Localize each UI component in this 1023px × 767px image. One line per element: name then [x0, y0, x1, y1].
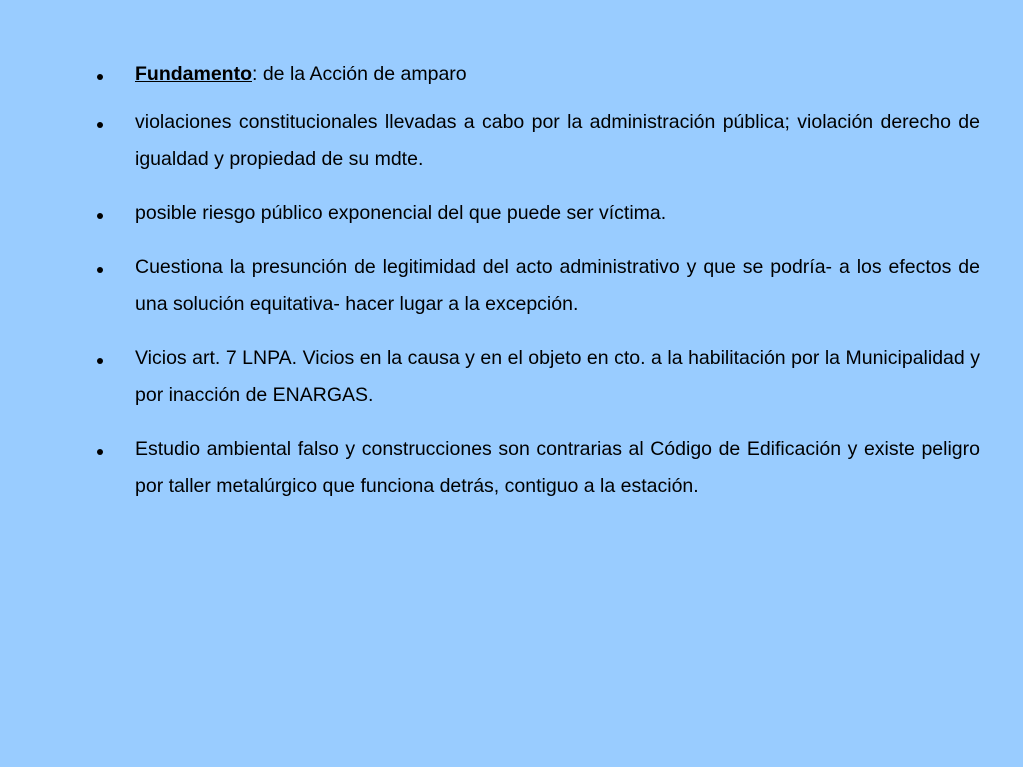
- bullet-dot-icon: [97, 122, 103, 128]
- bullet-item-vicios: [97, 340, 980, 414]
- bullet-item-estudio-ambiental: [97, 431, 980, 505]
- bullet-text: posible riesgo público exponencial del que puede ser víctima.: [135, 202, 667, 224]
- bullet-text: violaciones constitucionales llevadas a cabo por la administración pública; violación derecho de igualdad y propiedad de su mdte.: [135, 111, 980, 170]
- bullet-text: Cuestiona la presunción de legitimidad del acto administrativo y que se podría- a los efectos de una solución equitativa- hacer lugar a la excepción.: [135, 256, 980, 315]
- bullet-item-riesgo: [97, 195, 980, 232]
- bullet-text: Vicios art. 7 LNPA. Vicios en la causa y en el objeto en cto. a la habilitación por la Municipalidad y por inacción de ENARGAS.: [135, 347, 980, 406]
- bullet-item-fundamento: [97, 56, 980, 93]
- bullet-list: [97, 56, 980, 522]
- bullet-dot-icon: [97, 74, 103, 80]
- bullet-dot-icon: [97, 449, 103, 455]
- bullet-dot-icon: [97, 267, 103, 273]
- bullet-item-violaciones: [97, 104, 980, 178]
- bullet-lead-term: Fundamento: [135, 63, 252, 85]
- bullet-dot-icon: [97, 213, 103, 219]
- bullet-text: : de la Acción de amparo: [252, 63, 467, 85]
- bullet-text: Estudio ambiental falso y construcciones son contrarias al Código de Edificación y existe peligro por taller metalúrgico que funciona detrás, contiguo a la estación.: [135, 438, 980, 497]
- bullet-item-presuncion: [97, 249, 980, 323]
- bullet-dot-icon: [97, 358, 103, 364]
